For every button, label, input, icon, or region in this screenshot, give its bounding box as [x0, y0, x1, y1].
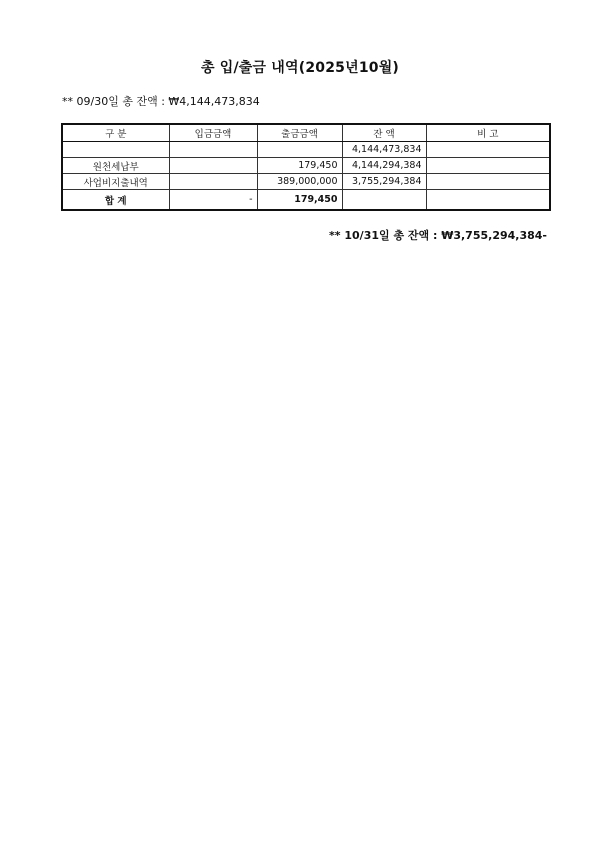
row-withdrawal: 389,000,000: [257, 174, 342, 190]
header-note: 비 고: [426, 124, 550, 142]
row-withdrawal: [257, 142, 342, 158]
total-deposit: -: [169, 190, 257, 211]
row-balance: 3,755,294,384: [342, 174, 426, 190]
total-note: [426, 190, 550, 211]
ledger-table: [61, 123, 551, 211]
total-label: 합 계: [62, 190, 169, 211]
row-category: 사업비지출내역: [62, 174, 169, 190]
row-deposit: [169, 158, 257, 174]
table-row: [62, 158, 550, 174]
row-category: 원천세납부: [62, 158, 169, 174]
header-category: 구 분: [62, 124, 169, 142]
closing-balance: ** 10/31일 총 잔액 : ₩3,755,294,384-: [329, 229, 547, 242]
table-row: [62, 174, 550, 190]
row-balance: 4,144,294,384: [342, 158, 426, 174]
row-deposit: [169, 174, 257, 190]
header-balance: 잔 액: [342, 124, 426, 142]
row-note: [426, 158, 550, 174]
row-note: [426, 142, 550, 158]
row-balance: 4,144,473,834: [342, 142, 426, 158]
row-note: [426, 174, 550, 190]
table-header-row: [62, 124, 550, 142]
header-withdrawal: 출금금액: [257, 124, 342, 142]
row-category: [62, 142, 169, 158]
page-title: 총 입/출금 내역(2025년10월): [200, 60, 400, 76]
opening-balance: ** 09/30일 총 잔액 : ₩4,144,473,834: [62, 95, 260, 108]
total-withdrawal: 179,450: [257, 190, 342, 211]
row-withdrawal: 179,450: [257, 158, 342, 174]
header-deposit: 입금금액: [169, 124, 257, 142]
total-row: [62, 190, 550, 211]
total-balance: [342, 190, 426, 211]
row-deposit: [169, 142, 257, 158]
table-row: [62, 142, 550, 158]
